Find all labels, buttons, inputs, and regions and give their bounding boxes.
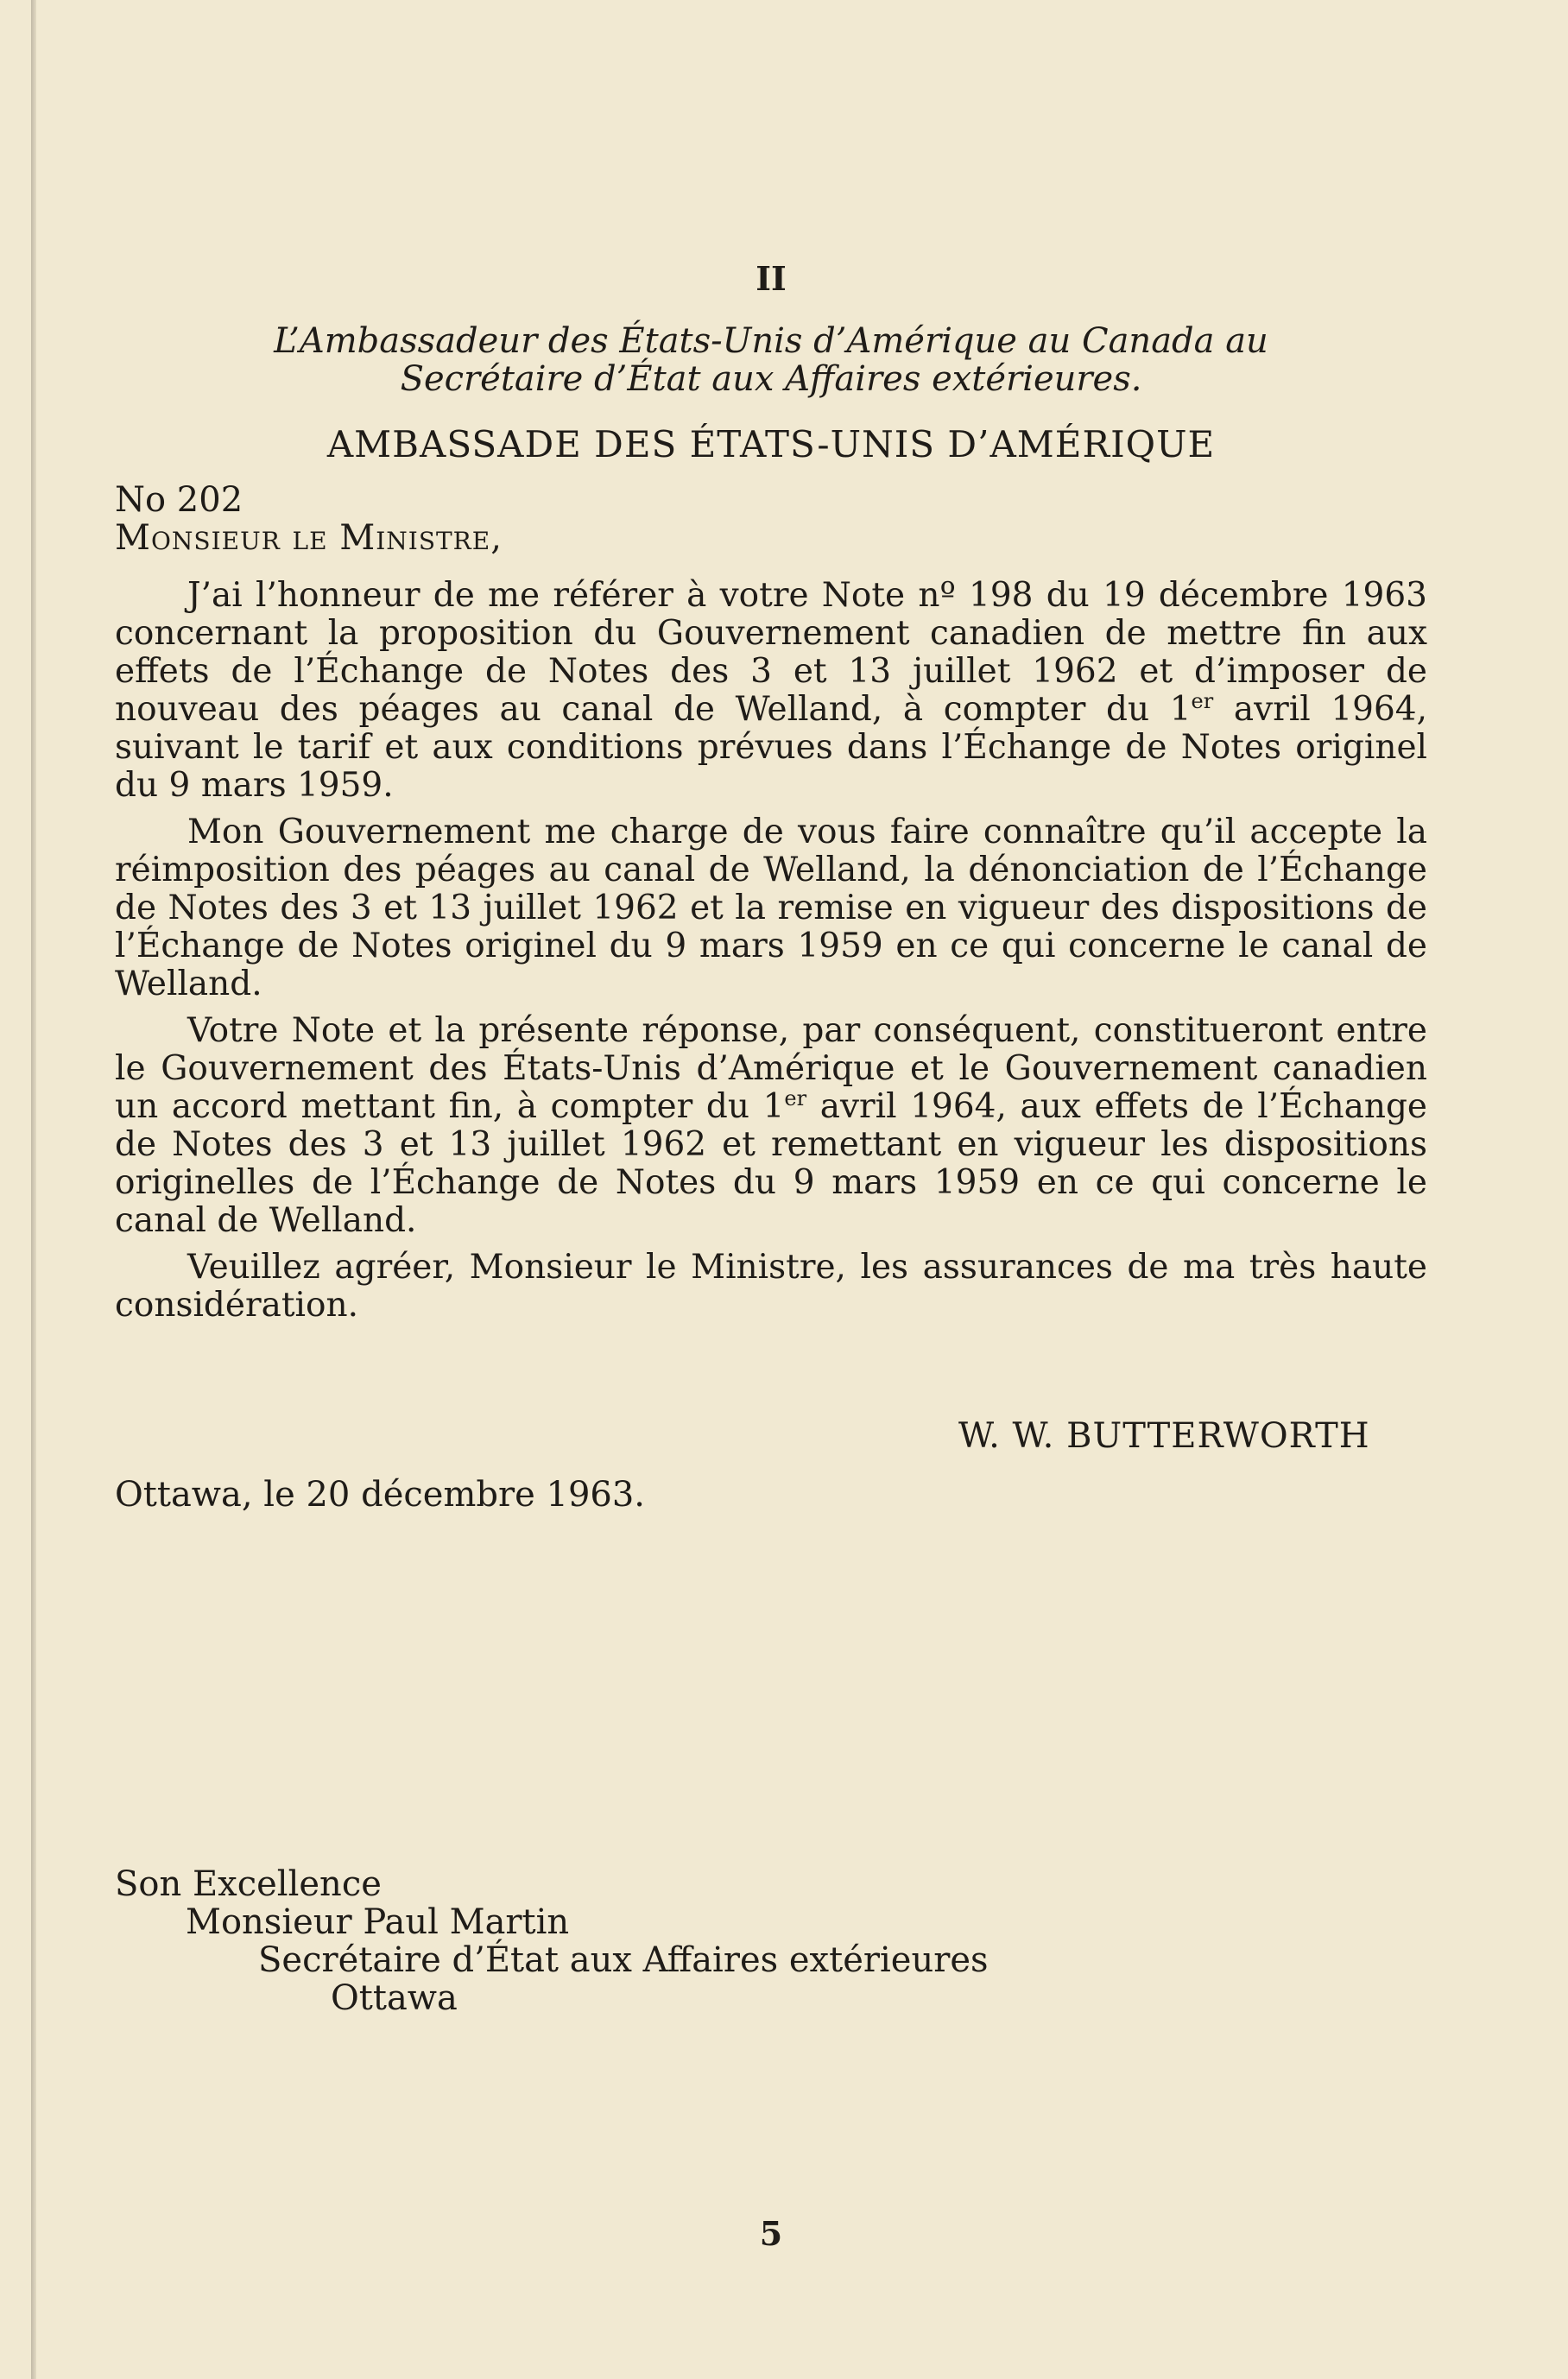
- paragraph-3-text-a: Votre Note et la présente réponse, par conséquent, constitueront entre le Gouvernement des États-Unis d’Amérique et le Gouvernement canadien un accord mettant fin, à compter du 1: [115, 1011, 1427, 1126]
- paragraph-4: Veuillez agréer, Monsieur le Ministre, les assurances de ma très haute considération.: [115, 1248, 1427, 1325]
- heading-line-1: L’Ambassadeur des États-Unis d’Amérique au Canada au: [274, 321, 1268, 361]
- paragraph-1-text-a: J’ai l’honneur de me référer à votre Note nº 198 du 19 décembre 1963 concernant la proposition du Gouvernement canadien de mettre fin aux effets de l’Échange de Notes des 3 et 13 juillet 1962 et d’imposer de nouveau des péages au canal de Welland, à compter du 1: [115, 576, 1427, 729]
- addressee-line-3: Secrétaire d’État aux Affaires extérieures: [258, 1940, 989, 1980]
- page-number: 5: [759, 2214, 783, 2253]
- paragraph-1: [115, 577, 1427, 805]
- paragraph-2: Mon Gouvernement me charge de vous faire connaître qu’il accepte la réimposition des péages au canal de Welland, la dénonciation de l’Échange de Notes des 3 et 13 juillet 1962 et la remise en vigueur des dispositions de l’Échange de Notes originel du 9 mars 1959 en ce qui concerne le canal de Welland.: [115, 813, 1427, 1003]
- place-date: Ottawa, le 20 décembre 1963.: [115, 1475, 646, 1515]
- superscript-er: er: [1191, 689, 1214, 713]
- section-number: II: [756, 259, 787, 298]
- addressee-block: [115, 1865, 989, 2017]
- addressee-line-4: Ottawa: [331, 1978, 458, 2018]
- paragraph-1-text-b: avril 1964, suivant le tarif et aux conditions prévues dans l’Échange de Notes originel du 9 mars 1959.: [115, 690, 1427, 805]
- heading-line-2: Secrétaire d’État aux Affaires extérieures.: [400, 359, 1142, 399]
- addressee-line-2: Monsieur Paul Martin: [186, 1902, 570, 1942]
- paragraph-3-text-b: avril 1964, aux effets de l’Échange de Notes des 3 et 13 juillet 1962 et remettant en vigueur les dispositions originelles de l’Échange de Notes du 9 mars 1959 en ce qui concerne le canal de Welland.: [115, 1087, 1427, 1240]
- paragraph-3: [115, 1012, 1427, 1240]
- signature: W. W. BUTTERWORTH: [958, 1416, 1370, 1456]
- addressee-line-1: Son Excellence: [115, 1864, 382, 1904]
- salutation: Monsieur le Ministre,: [115, 518, 503, 558]
- letter-body: [115, 577, 1427, 1333]
- note-number: No 202: [115, 480, 243, 520]
- superscript-er: er: [784, 1086, 807, 1110]
- embassy-name: AMBASSADE DES ÉTATS-UNIS D’AMÉRIQUE: [326, 423, 1216, 465]
